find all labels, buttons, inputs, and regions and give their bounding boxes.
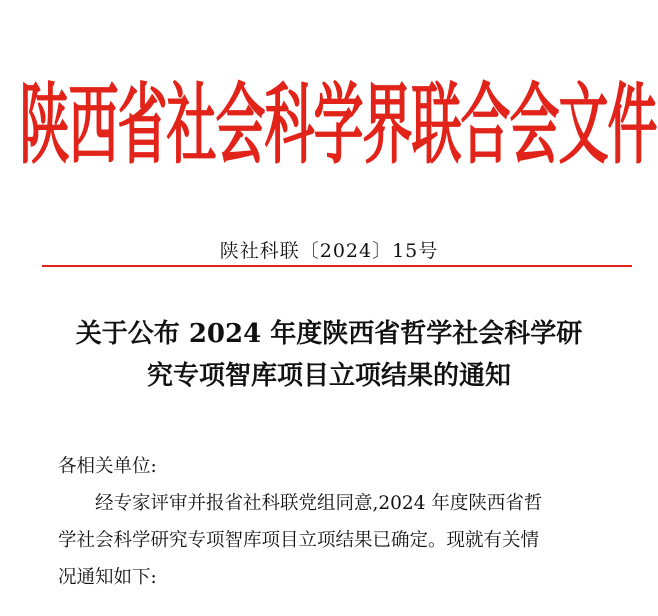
red-divider-line	[42, 265, 632, 267]
paragraph-line-1: 经专家评审并报省社科联党组同意,2024 年度陕西省哲	[95, 493, 543, 514]
body-paragraph	[58, 485, 618, 596]
document-number: 陕社科联〔2024〕15号	[219, 240, 439, 262]
notice-title-line-1: 关于公布 2024 年度陕西省哲学社会科学研	[75, 319, 583, 349]
notice-title	[30, 313, 628, 397]
masthead-title: 陕西省社会科学界联合会文件	[19, 74, 657, 176]
paragraph-line-3: 况通知如下:	[58, 567, 157, 588]
notice-title-line-2: 究专项智库项目立项结果的通知	[146, 361, 511, 391]
paragraph-line-2: 学社会科学研究专项智库项目立项结果已确定。现就有关情	[58, 530, 540, 551]
salutation: 各相关单位:	[58, 456, 157, 477]
